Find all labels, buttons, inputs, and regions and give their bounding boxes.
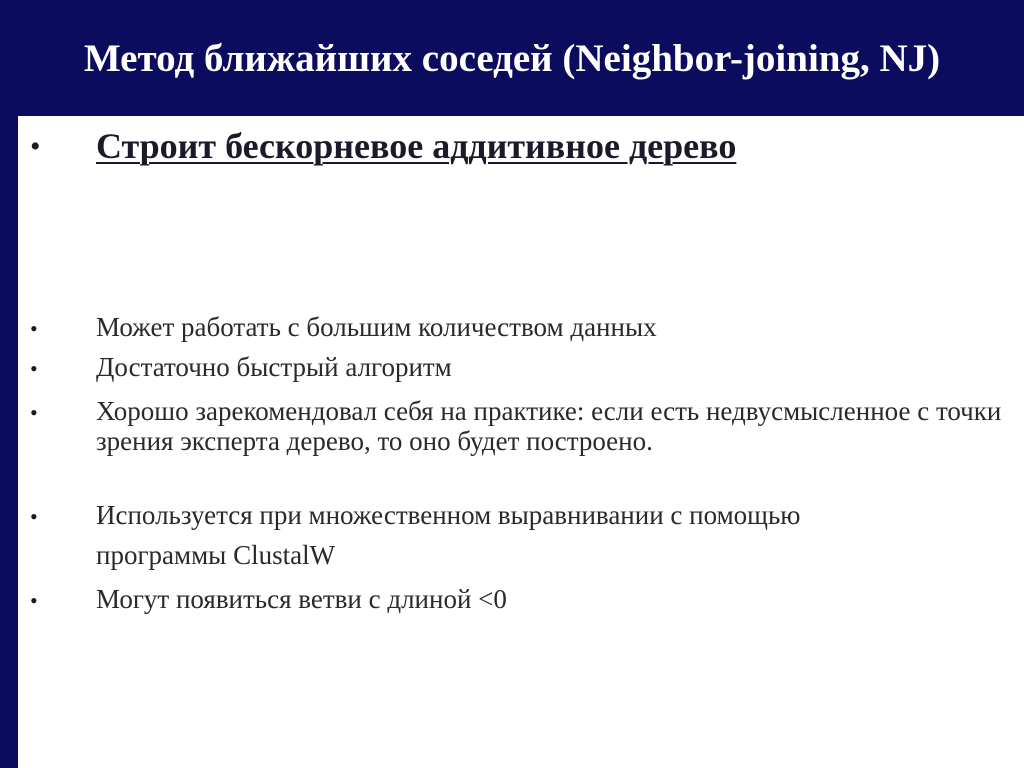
lead-bullet-text: Строит бескорневое аддитивное дерево — [96, 126, 737, 166]
slide-title: Метод ближайших соседей (Neighbor-joining, NJ) — [83, 37, 941, 80]
bullet-item: Достаточно быстрый алгоритм — [96, 352, 452, 382]
bullet-marker: • — [30, 588, 38, 613]
bullet-marker: • — [30, 504, 38, 529]
bullet-marker: • — [30, 316, 38, 341]
bullet-marker: • — [30, 400, 38, 425]
bullet-item: Хорошо зарекомендовал себя на практике: если есть недвусмысленное с точки зрения эксперта дерево, то оно будет построено. — [96, 396, 1002, 456]
bullet-item: Могут появиться ветви с длиной <0 — [96, 584, 507, 614]
bullet-item-continuation: программы ClustalW — [96, 540, 336, 570]
bullet-item: Используется при множественном выравнивании с помощью — [96, 500, 801, 530]
bullet-item: Может работать с большим количеством данных — [96, 312, 657, 342]
bullet-marker: • — [30, 130, 41, 163]
slide-content — [18, 116, 1024, 768]
bullet-marker: • — [30, 356, 38, 381]
